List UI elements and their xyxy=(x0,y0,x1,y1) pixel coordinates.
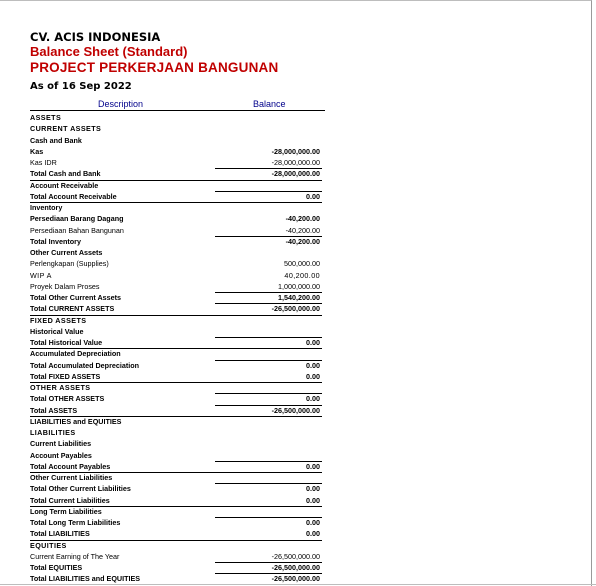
table-row xyxy=(30,225,322,236)
table-row xyxy=(30,123,322,134)
row-balance: -28,000,000.00 xyxy=(271,158,320,167)
row-description: WIP A xyxy=(30,270,52,280)
header-divider xyxy=(30,110,325,111)
row-balance: 0.00 xyxy=(306,461,320,471)
row-balance: -40,200.00 xyxy=(285,225,320,235)
row-description: Total Current Liabilities xyxy=(30,495,110,505)
row-description: Total OTHER ASSETS xyxy=(30,394,105,404)
row-description: Total Accumulated Depreciation xyxy=(30,360,140,370)
table-row xyxy=(30,382,322,393)
row-description: Total Account Payables xyxy=(30,461,111,471)
row-balance: 0.00 xyxy=(306,484,320,494)
table-row xyxy=(30,348,322,359)
table-row xyxy=(30,371,322,382)
row-balance: 0.00 xyxy=(306,191,320,201)
table-row xyxy=(30,258,322,269)
row-description: LIABILITIES and EQUITIES xyxy=(30,416,122,426)
row-description: Persediaan Barang Dagang xyxy=(30,214,124,224)
row-description: Total ASSETS xyxy=(30,405,78,415)
row-description: Current Liabilities xyxy=(30,439,92,449)
table-row xyxy=(30,517,322,528)
table-row xyxy=(30,562,322,573)
table-row xyxy=(30,528,322,539)
row-balance: -26,500,000.00 xyxy=(271,551,320,561)
report-date: As of 16 Sep 2022 xyxy=(30,81,132,92)
row-description: Total Long Term Liabilities xyxy=(30,518,121,527)
table-row xyxy=(30,472,322,483)
table-row xyxy=(30,292,322,303)
table-row xyxy=(30,303,322,314)
row-balance: -40,200.00 xyxy=(285,214,320,224)
row-description: CURRENT ASSETS xyxy=(30,124,102,134)
row-balance: 0.00 xyxy=(306,360,320,370)
row-balance: 0.00 xyxy=(306,529,320,539)
table-row xyxy=(30,191,322,202)
row-balance: 0.00 xyxy=(306,371,320,381)
row-balance: 1,000,000.00 xyxy=(278,281,320,291)
row-description: Current Earning of The Year xyxy=(30,551,120,561)
row-balance: -40,200.00 xyxy=(285,236,320,246)
row-balance: 1,540,200.00 xyxy=(278,293,320,302)
row-description: Historical Value xyxy=(30,326,84,336)
table-row xyxy=(30,270,322,281)
row-description: Total LIABILITIES xyxy=(30,529,90,539)
table-row xyxy=(30,202,322,213)
row-description: Other Current Liabilities xyxy=(30,473,113,482)
row-description: Cash and Bank xyxy=(30,135,82,145)
row-balance: -26,500,000.00 xyxy=(271,563,320,572)
row-balance: 0.00 xyxy=(306,338,320,347)
row-balance: -26,500,000.00 xyxy=(271,304,320,314)
row-description: Perlengkapan (Supplies) xyxy=(30,259,109,269)
table-row xyxy=(30,551,322,562)
row-description: Accumulated Depreciation xyxy=(30,349,121,359)
row-description: Total Inventory xyxy=(30,236,81,246)
row-balance: 0.00 xyxy=(306,495,320,505)
table-row xyxy=(30,438,322,449)
row-balance: -26,500,000.00 xyxy=(271,405,320,415)
table-row xyxy=(30,416,322,427)
table-row xyxy=(30,247,322,258)
row-description: LIABILITIES xyxy=(30,428,76,437)
row-description: Proyek Dalam Proses xyxy=(30,281,100,291)
table-row xyxy=(30,405,322,416)
table-row xyxy=(30,461,322,472)
table-row xyxy=(30,326,322,337)
project-name: PROJECT PERKERJAAN BANGUNAN xyxy=(30,60,279,75)
table-row xyxy=(30,427,322,438)
row-balance: -26,500,000.00 xyxy=(271,574,320,584)
row-description: EQUITIES xyxy=(30,540,67,550)
table-row xyxy=(30,112,322,123)
column-header-description: Description xyxy=(98,99,144,109)
column-header-balance: Balance xyxy=(253,99,286,109)
row-description: Total Historical Value xyxy=(30,338,103,347)
table-row xyxy=(30,495,322,506)
row-description: Total Other Current Assets xyxy=(30,293,122,302)
row-description: Kas IDR xyxy=(30,158,57,167)
balance-sheet-table xyxy=(30,112,322,585)
page-bottom-border xyxy=(0,584,596,585)
table-row xyxy=(30,573,322,584)
row-balance: 40,200.00 xyxy=(284,270,320,280)
table-row xyxy=(30,315,322,326)
table-row xyxy=(30,146,322,157)
row-balance: 0.00 xyxy=(306,518,320,527)
table-row xyxy=(30,483,322,494)
section-rule xyxy=(30,202,322,203)
row-balance: -28,000,000.00 xyxy=(271,146,320,156)
row-description: Total FIXED ASSETS xyxy=(30,371,101,381)
table-row xyxy=(30,337,322,348)
row-balance: -28,000,000.00 xyxy=(271,169,320,179)
row-description: Account Receivable xyxy=(30,180,99,190)
table-row xyxy=(30,540,322,551)
table-row xyxy=(30,393,322,404)
row-description: Total Cash and Bank xyxy=(30,169,101,179)
row-description: Long Term Liabilities xyxy=(30,506,102,516)
table-row xyxy=(30,180,322,191)
table-row xyxy=(30,135,322,146)
table-row xyxy=(30,168,322,179)
report-title: Balance Sheet (Standard) xyxy=(30,44,188,59)
row-balance: 0.00 xyxy=(306,394,320,404)
table-row xyxy=(30,450,322,461)
row-description: Total Other Current Liabilities xyxy=(30,484,131,494)
row-description: Kas xyxy=(30,146,44,156)
row-description: Total LIABILITIES and EQUITIES xyxy=(30,574,141,584)
row-description: OTHER ASSETS xyxy=(30,383,91,392)
row-description: ASSETS xyxy=(30,113,62,122)
row-description: FIXED ASSETS xyxy=(30,315,87,325)
row-description: Inventory xyxy=(30,203,63,212)
row-description: Total Account Receivable xyxy=(30,191,117,201)
row-description: Account Payables xyxy=(30,450,92,460)
company-name: CV. ACIS INDONESIA xyxy=(30,30,161,44)
row-balance: 500,000.00 xyxy=(284,259,320,269)
table-row xyxy=(30,360,322,371)
table-row xyxy=(30,506,322,517)
table-row xyxy=(30,157,322,168)
table-row xyxy=(30,281,322,292)
table-row xyxy=(30,236,322,247)
row-description: Persediaan Bahan Bangunan xyxy=(30,225,124,235)
row-description: Total EQUITIES xyxy=(30,563,83,572)
row-description: Other Current Assets xyxy=(30,248,103,257)
section-rule xyxy=(30,540,322,541)
table-row xyxy=(30,213,322,224)
row-description: Total CURRENT ASSETS xyxy=(30,304,115,314)
